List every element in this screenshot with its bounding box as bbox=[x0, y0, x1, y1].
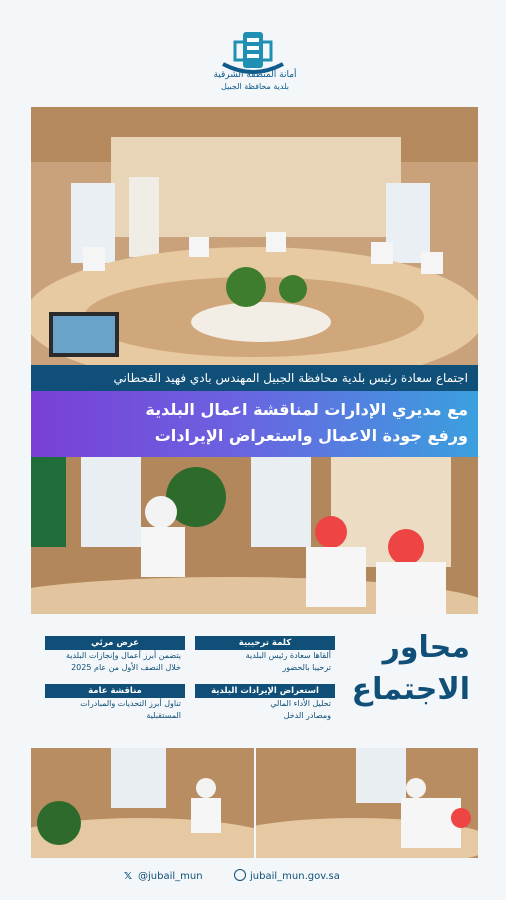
axes-title-line2: الاجتماع bbox=[351, 672, 470, 707]
meeting-headline-band: اجتماع سعادة رئيس بلدية محافظة الجبيل المهندس بادي فهيد القحطاني bbox=[31, 365, 478, 391]
axis-card-text: تناول أبرز التحديات والمبادرات bbox=[80, 699, 181, 708]
subject-line-1: مع مديري الإدارات لمناقشة اعمال البلدية bbox=[145, 400, 468, 419]
axis-card-heading: كلمة ترحيبية bbox=[195, 636, 335, 650]
website-link[interactable]: jubail_mun.gov.sa bbox=[250, 871, 340, 882]
globe-icon bbox=[234, 869, 246, 881]
axes-title-line1: محاور bbox=[382, 630, 470, 665]
axis-card-text: ومصادر الدخل bbox=[283, 711, 331, 720]
x-logo-icon: 𝕏 bbox=[124, 871, 133, 882]
axis-card-heading: عرض مرئي bbox=[45, 636, 185, 650]
axis-card-text: تحليل الأداء المالي bbox=[270, 699, 331, 708]
axis-card-discussion bbox=[45, 684, 185, 722]
axis-card-text: خلال النصف الأول من عام 2025 bbox=[71, 663, 181, 672]
meeting-photo-bottom-right bbox=[256, 748, 478, 858]
footer bbox=[0, 860, 506, 900]
logo-text-region: أمانة المنطقة الشرقية bbox=[213, 70, 297, 80]
logo-text-municipality: بلدية محافظة الجبيل bbox=[221, 82, 289, 91]
axis-card-revenues bbox=[195, 684, 335, 722]
meeting-subject-band bbox=[31, 391, 478, 457]
axis-card-text: يتضمن أبرز أعمال وإنجازات البلدية bbox=[65, 651, 181, 660]
meeting-photo-secondary bbox=[31, 457, 478, 614]
axis-card-text: المستقبلية bbox=[146, 711, 181, 720]
meeting-photo-main bbox=[31, 107, 478, 365]
axis-card-text: ألقاها سعادة رئيس البلدية bbox=[245, 651, 331, 660]
x-handle-link[interactable]: @jubail_mun bbox=[138, 871, 203, 882]
axis-card-text: ترحيبا بالحضور bbox=[282, 663, 331, 672]
axis-card-presentation bbox=[45, 636, 185, 674]
meeting-photo-bottom-left bbox=[31, 748, 254, 858]
subject-line-2: ورفع جودة الاعمال واستعراض الإيرادات bbox=[154, 426, 468, 445]
axis-card-welcome bbox=[195, 636, 335, 674]
axis-card-heading: استعراض الإيرادات البلدية bbox=[195, 684, 335, 698]
meeting-axes-section bbox=[31, 614, 478, 748]
axis-card-heading: مناقشة عامة bbox=[45, 684, 185, 698]
